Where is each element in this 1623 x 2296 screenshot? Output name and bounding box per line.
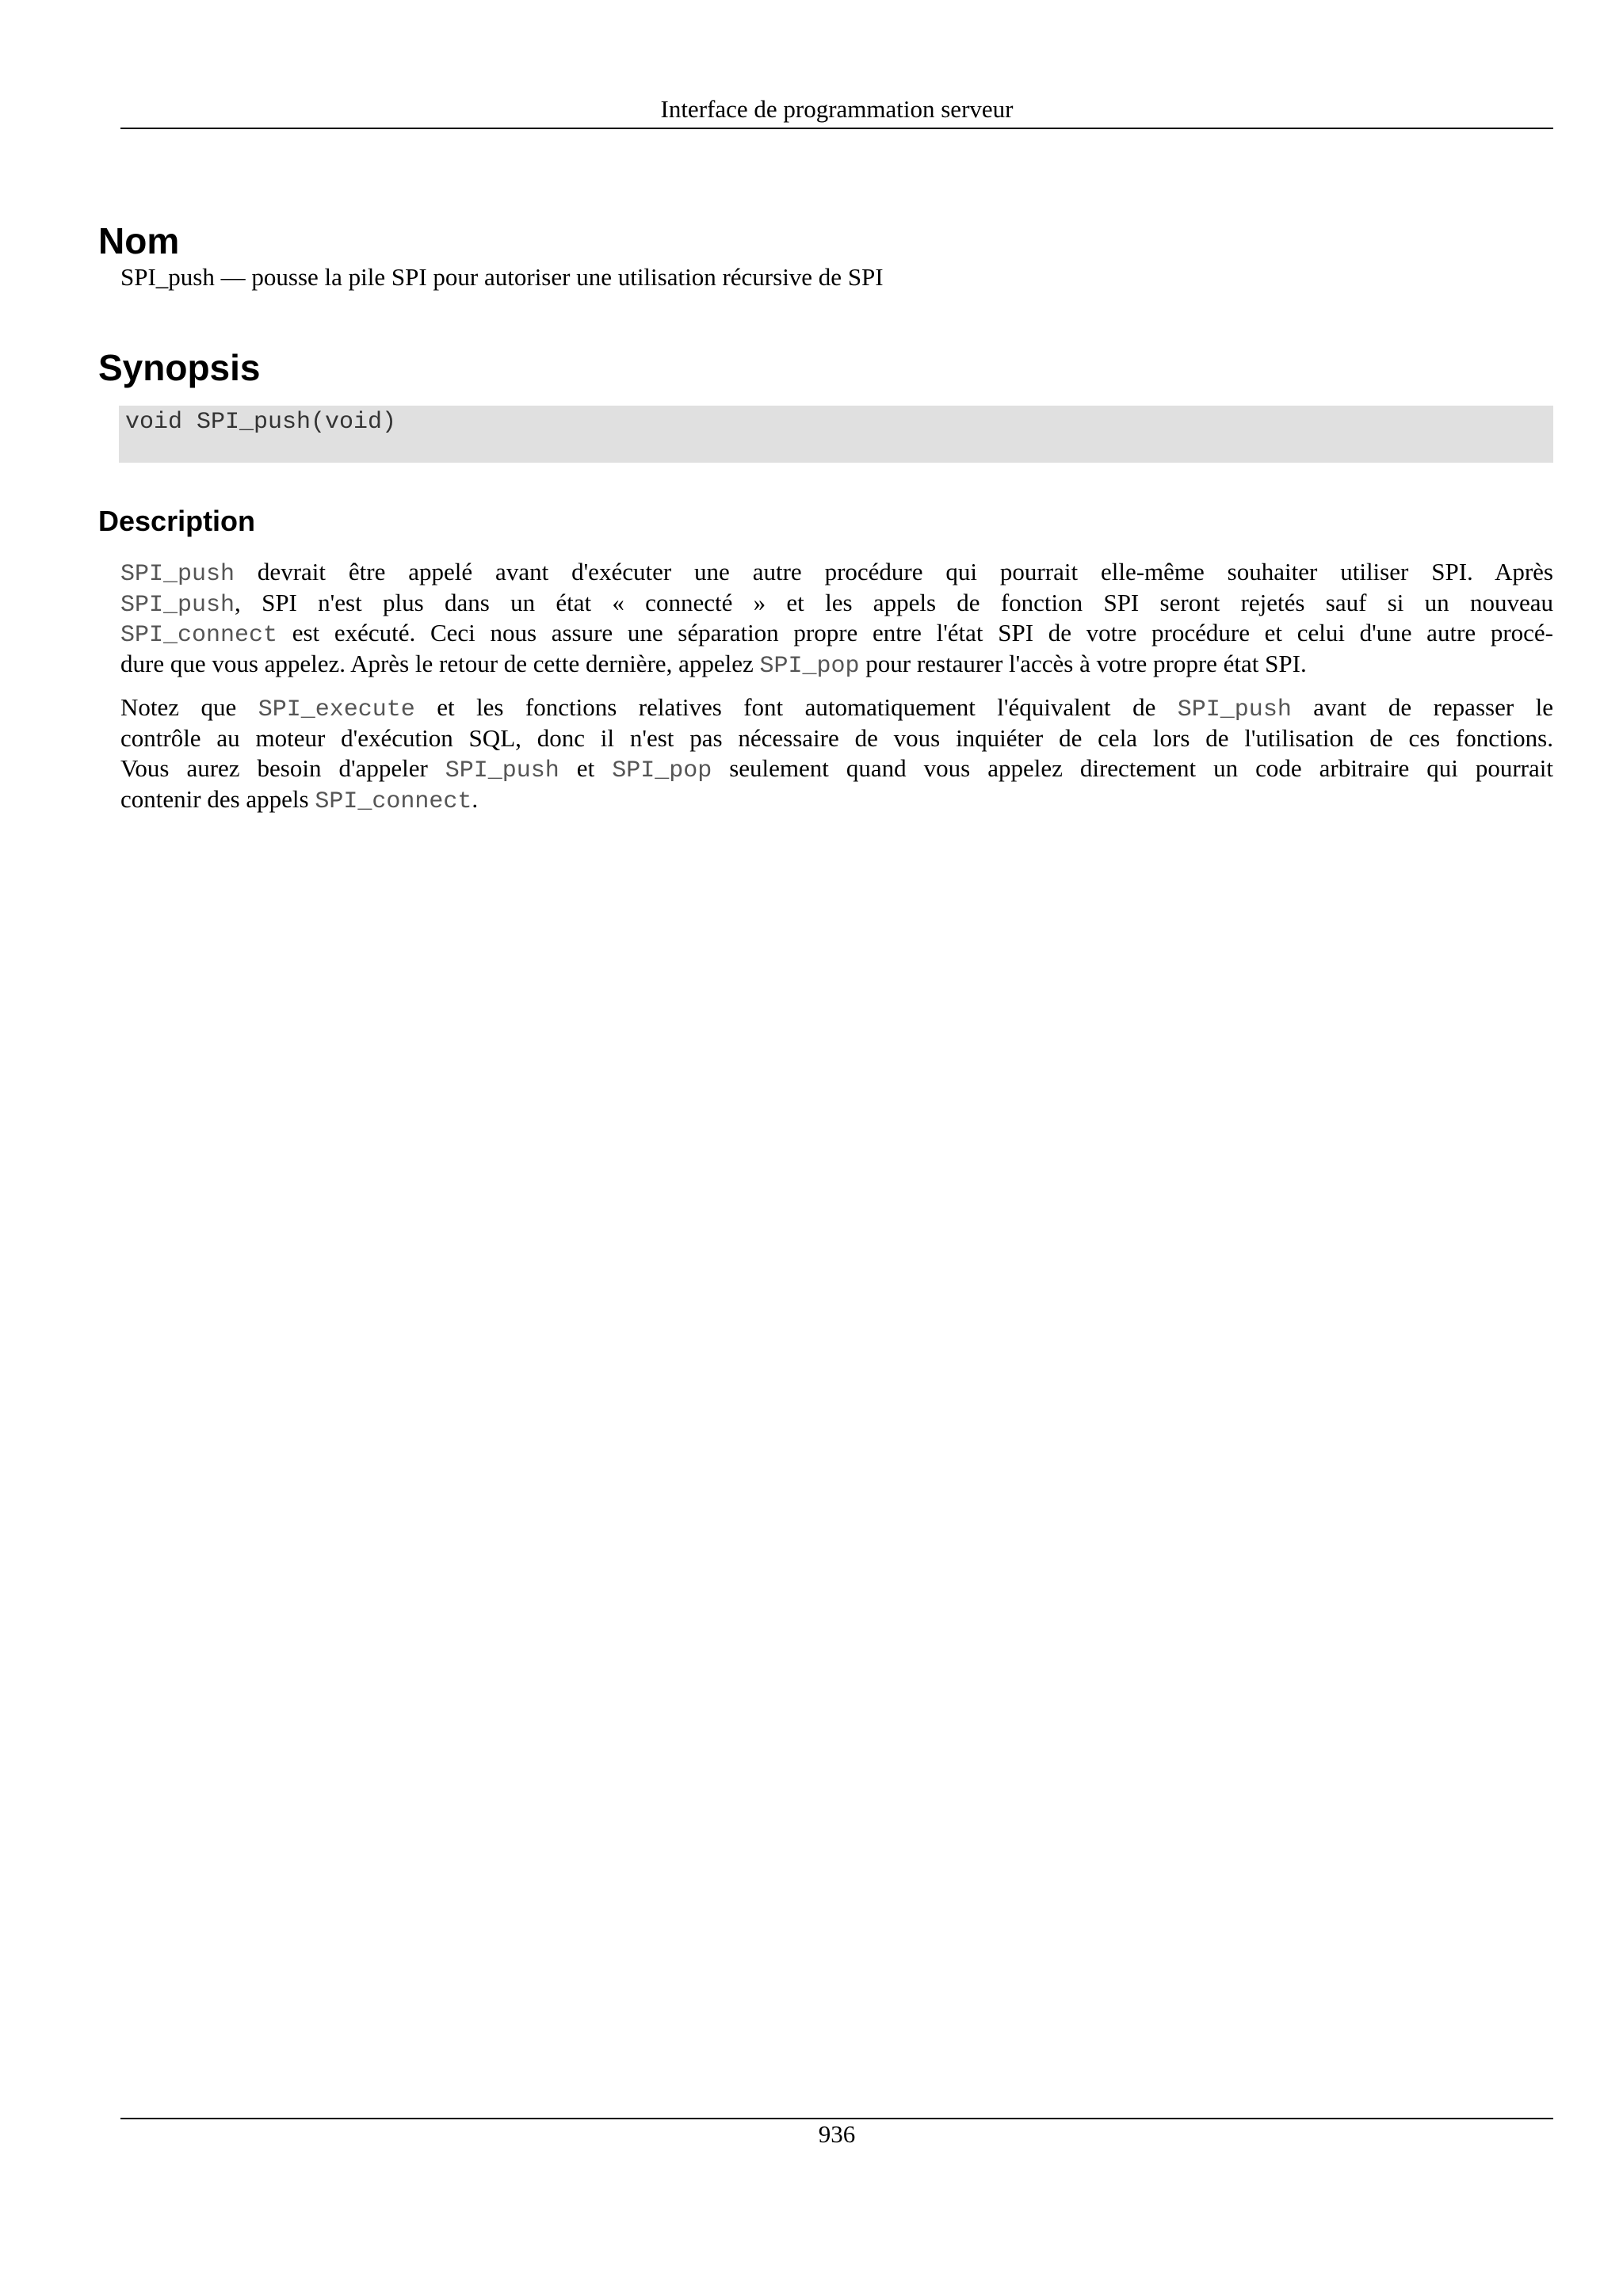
- function-name-literal: SPI_push: [445, 757, 559, 784]
- paragraph-text: pour restaurer l'accès à votre propre état SPI.: [859, 649, 1307, 677]
- paragraph-text: et les fonctions relatives font automatiquement l'équivalent de: [414, 693, 1178, 721]
- description-paragraph-2: [120, 692, 1553, 814]
- header-rule: [120, 128, 1553, 129]
- section-heading-name: Nom: [98, 220, 180, 261]
- paragraph-text: devrait être appelé avant d'exécuter une autre procédure qui pourrait elle-même souhaiter utiliser SPI. Après: [235, 558, 1553, 585]
- function-name-literal: SPI_push: [1177, 696, 1292, 723]
- refname: SPI_push: [120, 263, 215, 291]
- paragraph-text: est exécuté. Ceci nous assure une séparation propre entre l'état SPI de votre procédure et celui d'une autre procé-: [277, 619, 1553, 646]
- function-name-literal: SPI_push: [120, 591, 235, 618]
- paragraph-text: , SPI n'est plus dans un état « connecté » et les appels de fonction SPI seront rejetés sauf si un nouveau: [235, 588, 1553, 616]
- function-name-literal: SPI_pop: [759, 652, 860, 680]
- paragraph-line: [120, 557, 1553, 588]
- function-name-literal: SPI_pop: [612, 757, 712, 784]
- paragraph-text: Notez que: [120, 693, 258, 721]
- paragraph-text: contrôle au moteur d'exécution SQL, donc il n'est pas nécessaire de vous inquiéter de cela lors de l'utilisation de ces fonctions.: [120, 723, 1553, 752]
- section-heading-description: Description: [98, 505, 256, 537]
- function-name-literal: SPI_execute: [258, 696, 415, 723]
- synopsis-code-block: [119, 406, 1553, 463]
- page-number: 936: [818, 2120, 856, 2148]
- function-name-literal: SPI_connect: [120, 622, 278, 649]
- paragraph-text: .: [472, 784, 479, 813]
- paragraph-text: dure que vous appelez. Après le retour de cette dernière, appelez: [120, 649, 760, 677]
- description-paragraph-1: [120, 557, 1553, 679]
- paragraph-text: et: [559, 754, 613, 782]
- paragraph-line: [120, 692, 1553, 723]
- function-name-literal: SPI_connect: [315, 788, 472, 815]
- paragraph-line: [120, 588, 1553, 619]
- synopsis-code: void SPI_push(void): [125, 409, 397, 436]
- section-heading-synopsis: Synopsis: [98, 347, 261, 388]
- paragraph-text: seulement quand vous appelez directement un code arbitraire qui pourrait: [712, 754, 1553, 782]
- paragraph-line: [120, 649, 1553, 680]
- paragraph-text: Vous aurez besoin d'appeler: [120, 754, 445, 782]
- paragraph-line: [120, 784, 1553, 815]
- refname-line: [120, 261, 1553, 293]
- paragraph-text: avant de repasser le: [1291, 693, 1553, 721]
- refname-separator: —: [214, 263, 252, 291]
- refpurpose: pousse la pile SPI pour autoriser une utilisation récursive de SPI: [251, 263, 884, 291]
- function-name-literal: SPI_push: [120, 561, 235, 588]
- paragraph-line: [120, 723, 1553, 754]
- running-header: Interface de programmation serveur: [660, 95, 1014, 123]
- paragraph-text: contenir des appels: [120, 784, 315, 813]
- paragraph-line: [120, 618, 1553, 649]
- paragraph-line: [120, 753, 1553, 784]
